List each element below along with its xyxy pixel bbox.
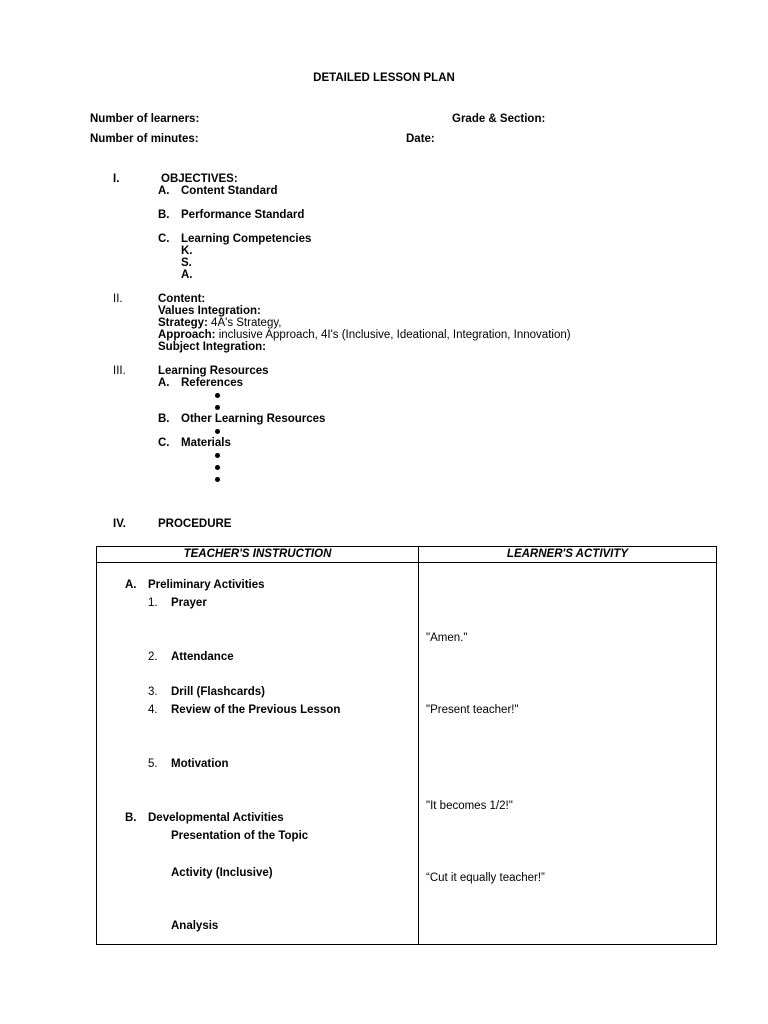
response-present: "Present teacher!" [426,704,519,716]
content-standard-label: Content Standard [181,185,278,197]
teacher-instruction-header: TEACHER'S INSTRUCTION [183,548,332,560]
objectives-numeral: I. [113,173,120,185]
objectives-heading: OBJECTIVES: [161,173,238,185]
response-half: "It becomes 1/2!" [426,800,513,812]
resources-numeral: III. [113,365,126,377]
item-number: 3. [148,686,158,698]
developmental-activities-label: Developmental Activities [148,812,284,824]
preliminary-activities-label: Preliminary Activities [148,579,265,591]
procedure-numeral: IV. [113,518,127,530]
references-label: References [181,377,244,389]
content-numeral: II. [113,293,123,305]
response-cut: “Cut it equally teacher!” [426,872,545,884]
bullet-icon [215,477,220,482]
learner-activity-header: LEARNER'S ACTIVITY [506,548,629,560]
bullet-icon [215,453,220,458]
learning-competencies-label: Learning Competencies [181,233,312,245]
resource-a-letter: A. [158,377,170,389]
review-label: Review of the Previous Lesson [171,704,341,716]
procedure-heading: PROCEDURE [158,518,232,530]
item-number: 2. [148,651,158,663]
objective-b-letter: B. [158,209,170,221]
competency-s: S. [181,257,192,269]
objective-c-letter: C. [158,233,170,245]
presentation-label: Presentation of the Topic [171,830,309,842]
approach-label: Approach: [158,329,216,341]
response-amen: "Amen." [426,632,468,644]
table-column-divider [418,547,419,944]
approach-value: inclusive Approach, 4I's (Inclusive, Ideational, Integration, Innovation) [215,329,571,341]
content-heading: Content: [158,293,206,305]
analysis-label: Analysis [171,920,219,932]
resources-heading: Learning Resources [158,365,269,377]
subject-integration-label: Subject Integration: [158,341,266,353]
preliminary-letter: A. [125,579,137,591]
grade-section-label: Grade & Section: [452,113,546,125]
motivation-label: Motivation [171,758,229,770]
attendance-label: Attendance [171,651,234,663]
item-number: 5. [148,758,158,770]
resource-c-letter: C. [158,437,170,449]
minutes-label: Number of minutes: [90,133,199,145]
table-header-divider [97,562,716,563]
item-number: 1. [148,597,158,609]
bullet-icon [215,393,220,398]
performance-standard-label: Performance Standard [181,209,305,221]
activity-label: Activity (Inclusive) [171,867,273,879]
developmental-letter: B. [125,812,137,824]
item-number: 4. [148,704,158,716]
competency-k: K. [181,245,193,257]
resource-b-letter: B. [158,413,170,425]
competency-a: A. [181,269,193,281]
bullet-icon [215,465,220,470]
prayer-label: Prayer [171,597,207,609]
other-resources-label: Other Learning Resources [181,413,326,425]
date-label: Date: [406,133,435,145]
materials-label: Materials [181,437,231,449]
values-integration-label: Values Integration: [158,305,261,317]
drill-label: Drill (Flashcards) [171,686,265,698]
objective-a-letter: A. [158,185,170,197]
learners-label: Number of learners: [90,113,200,125]
page-title: DETAILED LESSON PLAN [313,72,455,84]
strategy-value: 4A's Strategy, [207,317,282,329]
bullet-icon [215,405,220,410]
bullet-icon [215,429,220,434]
strategy-label: Strategy: [158,317,208,329]
